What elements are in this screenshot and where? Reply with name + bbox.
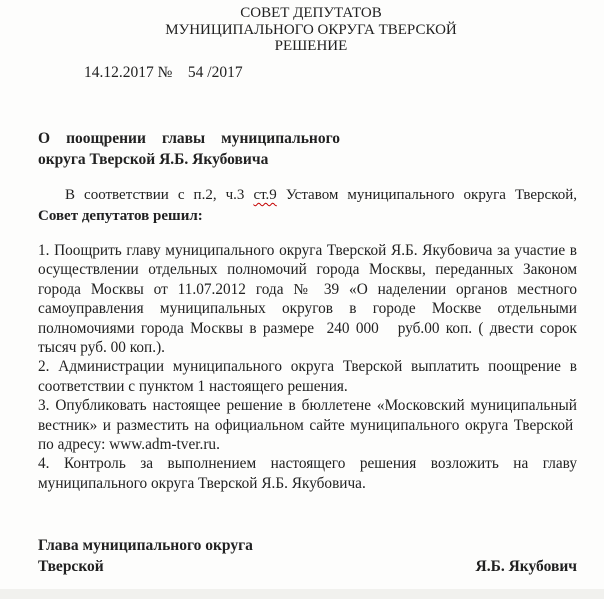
resolution-point-4: 4. Контроль за выполнением настоящего решения возложить на главу муниципального округа Тверской Я.Б. Якубовича. [38,455,577,492]
spellcheck-flagged-text: ст.9 [253,187,277,203]
preamble [38,185,577,226]
resolution-lead: Совет депутатов решил: [38,207,203,224]
preamble-text-after: Уставом муниципального округа Тверской, [276,187,577,203]
document-type: РЕШЕНИЕ [274,38,348,54]
resolution-point-1: 1. Поощрить главу муниципального округа Тверской Я.Б. Якубовича за участие в осуществлении отдельных полномочий города Москвы, переданных Законом города Москвы от 11.07.2012 года № 39 «О наделении органов местного самоуправления муниципальных округов в городе Москве отдельными полномочиями города Москвы в размере 240 000 руб.00 коп. ( двести сорок тысяч руб. 00 коп.). [38,242,577,357]
preamble-line [38,185,577,206]
title-line2: округа Тверской Я.Б. Якубовича [38,151,269,168]
signature-block [38,535,577,577]
signatory-title-line2: Тверской [38,558,104,575]
title-line1: О поощрении главы муниципального [38,130,340,147]
resolution-points [38,241,577,493]
signatory-title-line1: Глава муниципального округа [38,537,253,554]
resolution-point-2: 2. Администрации муниципального округа Тверской выплатить поощрение в соответствии с пунктом 1 настоящего решения. [38,358,577,395]
org-name-line2: МУНИЦИПАЛЬНОГО ОКРУГА ТВЕРСКОЙ [165,21,457,38]
resolution-point-3: 3. Опубликовать настоящее решение в бюллетене «Московский муниципальный вестник» и разместить на официальном сайте муниципального округа Тверской по адресу: www.adm-tver.ru. [38,397,577,454]
preamble-text-before: В соответствии с п.2, ч.3 [65,187,254,203]
signatory-name: Я.Б. Якубович [475,558,577,575]
org-name-line1: СОВЕТ ДЕПУТАТОВ [240,5,382,21]
signatory-title [38,535,253,577]
document-header [9,5,604,55]
document-title [38,128,340,170]
scan-shadow [0,589,604,599]
date-and-number: 14.12.2017 № 54 /2017 [84,64,243,81]
